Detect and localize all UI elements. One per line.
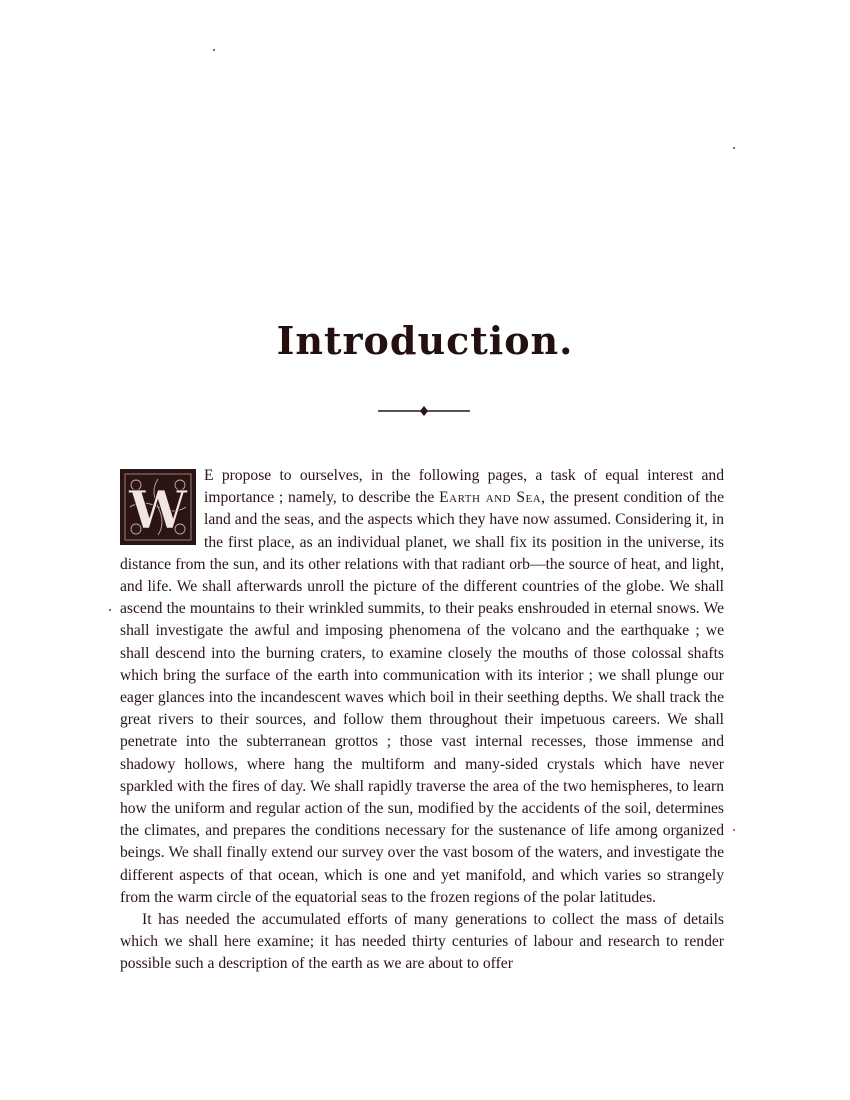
dropcap-ornament-icon (122, 471, 194, 543)
paragraph-1-body: , the present condition of the land and the seas, and the aspects which they have now assumed. Considering it, in the first place, as an individual planet, we shall fix its position in the universe, its distance from the sun, and its other relations with that radiant orb—the source of heat, and light, and life. We shall afterwards unroll the picture of the different countries of the globe. We shall ascend the mountains to their wrinkled summits, to their peaks enshrouded in eternal snows. We shall investigate the awful and imposing phenomena of the volcano and the earthquake ; we shall descend into the burning craters, to examine closely the mouths of those colossal shafts which bring the surface of the earth into communication with its interior ; we shall plunge our eager glances into the incandescent waves which boil in their seething depths. We shall track the great rivers to their sources, and follow them throughout their impetuous careers. We shall penetrate into the subterranean grottos ; those vast internal recesses, those immense and shadowy hollows, where hang the multiform and many-sided crystals which have never sparkled with the fires of day. We shall rapidly traverse the area of the two hemispheres, to learn how the uniform and regular action of the sun, modified by the accidents of the soil, determines the climates, and prepares the conditions necessary for the sustenance of life among organized beings. We shall finally extend our survey over the vast bosom of the waters, and investigate the different aspects of that ocean, which is one and yet manifold, and which varies so strangely from the warm circle of the equatorial seas to the frozen regions of the polar latitudes. (120, 489, 724, 906)
chapter-title: Introduction. (276, 318, 574, 363)
page-speck (213, 49, 215, 51)
title-ornament-divider (378, 404, 470, 418)
decorative-dropcap-w (120, 469, 196, 545)
page-speck (733, 829, 735, 831)
page-speck (733, 147, 735, 149)
paragraph-2: It has needed the accumulated efforts of many generations to collect the mass of details which we shall here examine; it has needed thirty centuries of labour and research to render possible such a description of the earth as we are about to offer (120, 911, 724, 973)
paragraph-1 (120, 465, 724, 909)
paragraph-1-opening: E propose to ourselves, in the following pages, a task of equal interest and importance ; namely, to describe the (204, 467, 724, 507)
page-speck (109, 609, 111, 611)
dropcap-letter: W (128, 480, 188, 541)
body-text (120, 465, 724, 976)
earth-and-sea-smallcaps: Earth and Sea (439, 489, 542, 507)
